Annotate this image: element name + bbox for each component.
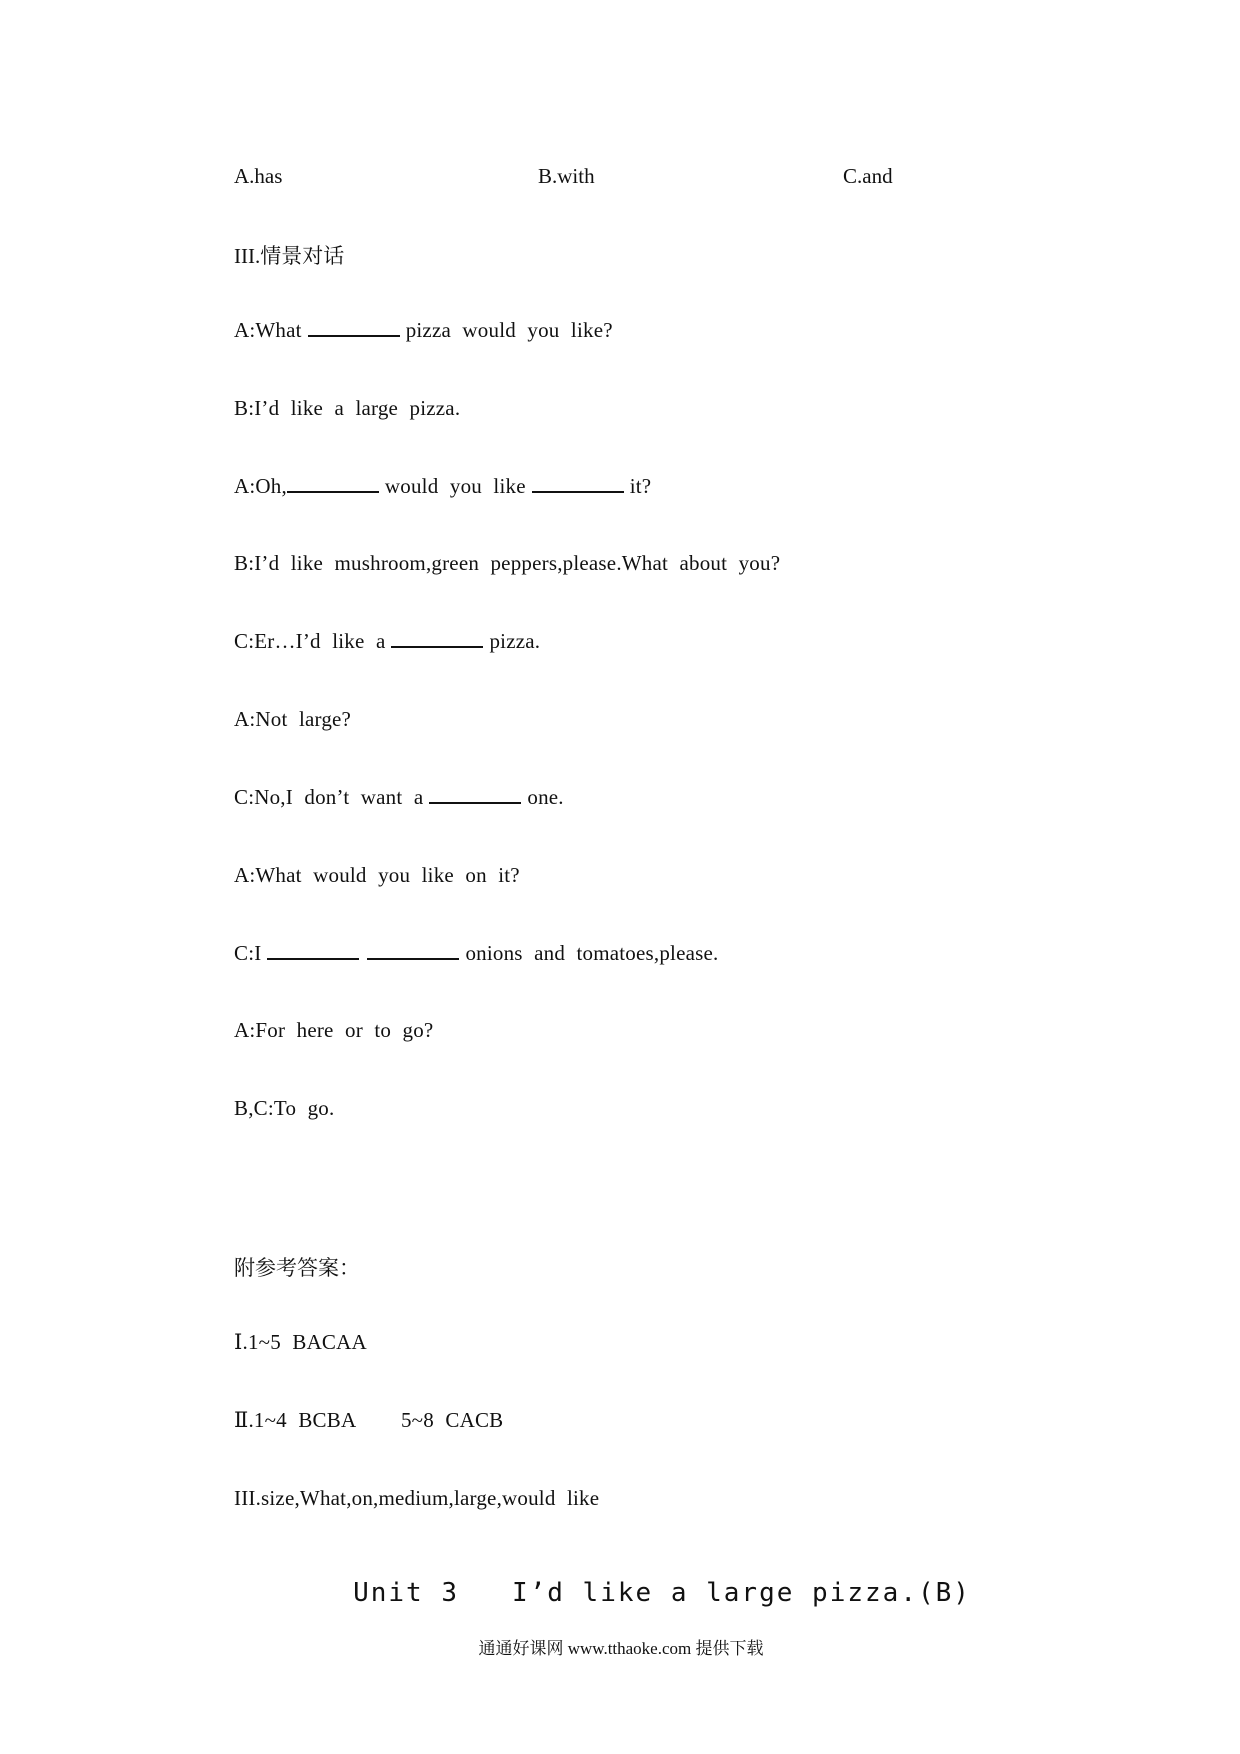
option-a: A.has bbox=[234, 164, 283, 188]
dialogue-line bbox=[234, 707, 351, 732]
dialogue-text: pizza would you like? bbox=[405, 318, 613, 342]
answer-line: III.size,What,on,medium,large,would like bbox=[234, 1486, 600, 1510]
dialogue-text: B,C:To go. bbox=[234, 1096, 335, 1120]
dialogue-line bbox=[234, 474, 651, 499]
dialogue-text: one. bbox=[527, 785, 564, 809]
dialogue-text: A:What bbox=[234, 318, 302, 342]
dialogue-text: it? bbox=[629, 474, 652, 498]
dialogue-text: A:Oh, bbox=[234, 474, 287, 498]
dialogue-line bbox=[234, 785, 564, 810]
answers-heading: 附参考答案： bbox=[234, 1256, 360, 1280]
dialogue-text: A:For here or to go? bbox=[234, 1018, 434, 1042]
option-c: C.and bbox=[843, 164, 893, 188]
dialogue-line bbox=[234, 863, 520, 888]
dialogue-text: C:No,I don’t want a bbox=[234, 785, 424, 809]
dialogue-line bbox=[234, 629, 540, 654]
dialogue-text: A:Not large? bbox=[234, 707, 352, 731]
dialogue-line bbox=[234, 551, 780, 576]
dialogue-text: would you like bbox=[384, 474, 526, 498]
answer-blank[interactable] bbox=[429, 788, 521, 804]
answer-blank[interactable] bbox=[532, 477, 624, 493]
dialogue-text: A:What would you like on it? bbox=[234, 863, 520, 887]
dialogue-line bbox=[234, 318, 613, 343]
unit-title: Unit 3 I’d like a large pizza.(B) bbox=[353, 1578, 971, 1608]
answer-blank[interactable] bbox=[367, 944, 459, 960]
answer-line: Ⅱ.1~4 BCBA 5~8 CACB bbox=[234, 1408, 504, 1432]
dialogue-line bbox=[234, 941, 718, 966]
answer-blank[interactable] bbox=[287, 477, 379, 493]
answer-blank[interactable] bbox=[267, 944, 359, 960]
dialogue-text: C:Er…I’d like a bbox=[234, 629, 386, 653]
answer-blank[interactable] bbox=[308, 321, 400, 337]
answer-blank[interactable] bbox=[391, 632, 483, 648]
page-footer: 通通好课网 www.tthaoke.com 提供下载 bbox=[478, 1639, 764, 1658]
dialogue-text: B:I’d like mushroom,green peppers,please.What about you? bbox=[234, 551, 781, 575]
dialogue-text: C:I bbox=[234, 941, 262, 965]
dialogue-text: B:I’d like a large pizza. bbox=[234, 396, 461, 420]
section-heading: III.情景对话 bbox=[234, 244, 345, 268]
dialogue-text: onions and tomatoes,please. bbox=[465, 941, 719, 965]
answer-line: Ⅰ.1~5 BACAA bbox=[234, 1330, 367, 1354]
dialogue-line bbox=[234, 396, 460, 421]
option-b: B.with bbox=[538, 164, 595, 188]
dialogue-text: pizza. bbox=[489, 629, 541, 653]
dialogue-line bbox=[234, 1096, 334, 1121]
dialogue-line bbox=[234, 1018, 433, 1043]
